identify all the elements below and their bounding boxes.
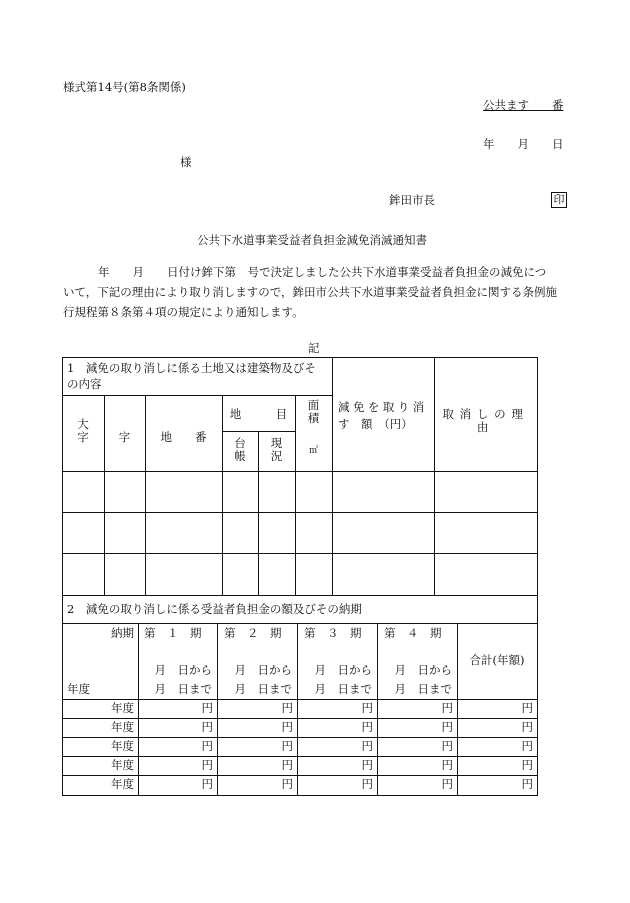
- period-3-from: 月 日から: [314, 663, 372, 677]
- row-yen-cell: 円: [441, 720, 453, 734]
- body-line-2: いて，下記の理由により取り消しますので，鉾田市公共下水道事業受益者負担金に関する条例施: [63, 285, 558, 299]
- row-yen-cell: 円: [441, 701, 453, 715]
- ki-label: 記: [308, 341, 320, 355]
- row-yen-cell: 円: [281, 777, 293, 791]
- period-1-to: 月 日まで: [154, 682, 212, 696]
- row-yen-cell: 円: [201, 739, 213, 753]
- row-yen-cell: 円: [521, 720, 533, 734]
- row-nendo-label: 年度: [111, 739, 134, 753]
- col-amount-line1: 減免を取り消: [338, 400, 428, 414]
- row-yen-cell: 円: [521, 701, 533, 715]
- row-nendo-label: 年度: [111, 701, 134, 715]
- row-yen-cell: 円: [521, 777, 533, 791]
- col-chimoku: 地 目: [229, 407, 288, 421]
- col-menseki-1: 面: [307, 398, 320, 412]
- col-menseki-unit: ㎡: [308, 446, 318, 456]
- period-3-to: 月 日まで: [314, 682, 372, 696]
- section2-title: 2 減免の取り消しに係る受益者負担金の額及びその納期: [67, 602, 362, 616]
- row-yen-cell: 円: [201, 777, 213, 791]
- col-genkyo-1: 現: [270, 436, 283, 450]
- section1-title-line2: の内容: [67, 377, 102, 391]
- row-yen-cell: 円: [521, 739, 533, 753]
- col-aza: 字: [118, 430, 131, 444]
- col-daicho-2: 帳: [234, 449, 246, 463]
- period-4-from: 月 日から: [394, 663, 452, 677]
- period-2-label: 第 ２ 期: [224, 626, 282, 640]
- row-yen-cell: 円: [521, 758, 533, 772]
- row-yen-cell: 円: [281, 701, 293, 715]
- col-menseki-2: 積: [307, 411, 320, 425]
- row-yen-cell: 円: [201, 701, 213, 715]
- nendo-label: 年度: [67, 682, 90, 696]
- row-yen-cell: 円: [361, 701, 373, 715]
- period-4-label: 第 ４ 期: [384, 626, 442, 640]
- row-nendo-label: 年度: [111, 758, 134, 772]
- period-4-to: 月 日まで: [394, 682, 452, 696]
- row-nendo-label: 年度: [111, 777, 134, 791]
- form-label: 様式第14号(第8条関係): [63, 80, 186, 94]
- row-yen-cell: 円: [281, 739, 293, 753]
- period-3-label: 第 ３ 期: [304, 626, 362, 640]
- period-2-from: 月 日から: [234, 663, 292, 677]
- row-yen-cell: 円: [361, 777, 373, 791]
- notice-number: 公共ます 番: [483, 98, 564, 112]
- row-yen-cell: 円: [441, 739, 453, 753]
- sender-name: 鉾田市長: [389, 193, 435, 207]
- row-yen-cell: 円: [281, 720, 293, 734]
- col-oaza-2: 字: [77, 430, 89, 444]
- section1-title-line1: 1 減免の取り消しに係る土地又は建築物及びそ: [67, 361, 316, 375]
- row-yen-cell: 円: [441, 777, 453, 791]
- col-reason: 取消しの理由: [442, 407, 529, 435]
- period-2-to: 月 日まで: [234, 682, 292, 696]
- period-1-label: 第 １ 期: [144, 626, 202, 640]
- col-oaza-1: 大: [77, 417, 89, 431]
- body-line-3: 行規程第８条第４項の規定により通知します。: [63, 305, 304, 319]
- body-line-1: 年 月 日付け鉾下第 号で決定しました公共下水道事業受益者負担金の減免につ: [98, 265, 547, 279]
- total-label: 合計(年額): [469, 653, 525, 667]
- row-yen-cell: 円: [361, 739, 373, 753]
- row-yen-cell: 円: [441, 758, 453, 772]
- issue-date: 年 月 日: [483, 137, 564, 151]
- nouki-label: 納期: [111, 626, 134, 640]
- col-genkyo-2: 況: [270, 449, 283, 463]
- col-amount-line2: す 額 （円）: [338, 417, 413, 431]
- period-1-from: 月 日から: [154, 663, 212, 677]
- row-yen-cell: 円: [201, 758, 213, 772]
- row-yen-cell: 円: [201, 720, 213, 734]
- row-yen-cell: 円: [361, 720, 373, 734]
- row-nendo-label: 年度: [111, 720, 134, 734]
- col-chiban: 地 番: [160, 430, 207, 444]
- seal-mark: 印: [551, 192, 567, 208]
- addressee-suffix: 様: [180, 155, 192, 169]
- col-daicho-1: 台: [234, 436, 246, 450]
- row-yen-cell: 円: [361, 758, 373, 772]
- document-title: 公共下水道事業受益者負担金減免消滅通知書: [197, 233, 427, 247]
- row-yen-cell: 円: [281, 758, 293, 772]
